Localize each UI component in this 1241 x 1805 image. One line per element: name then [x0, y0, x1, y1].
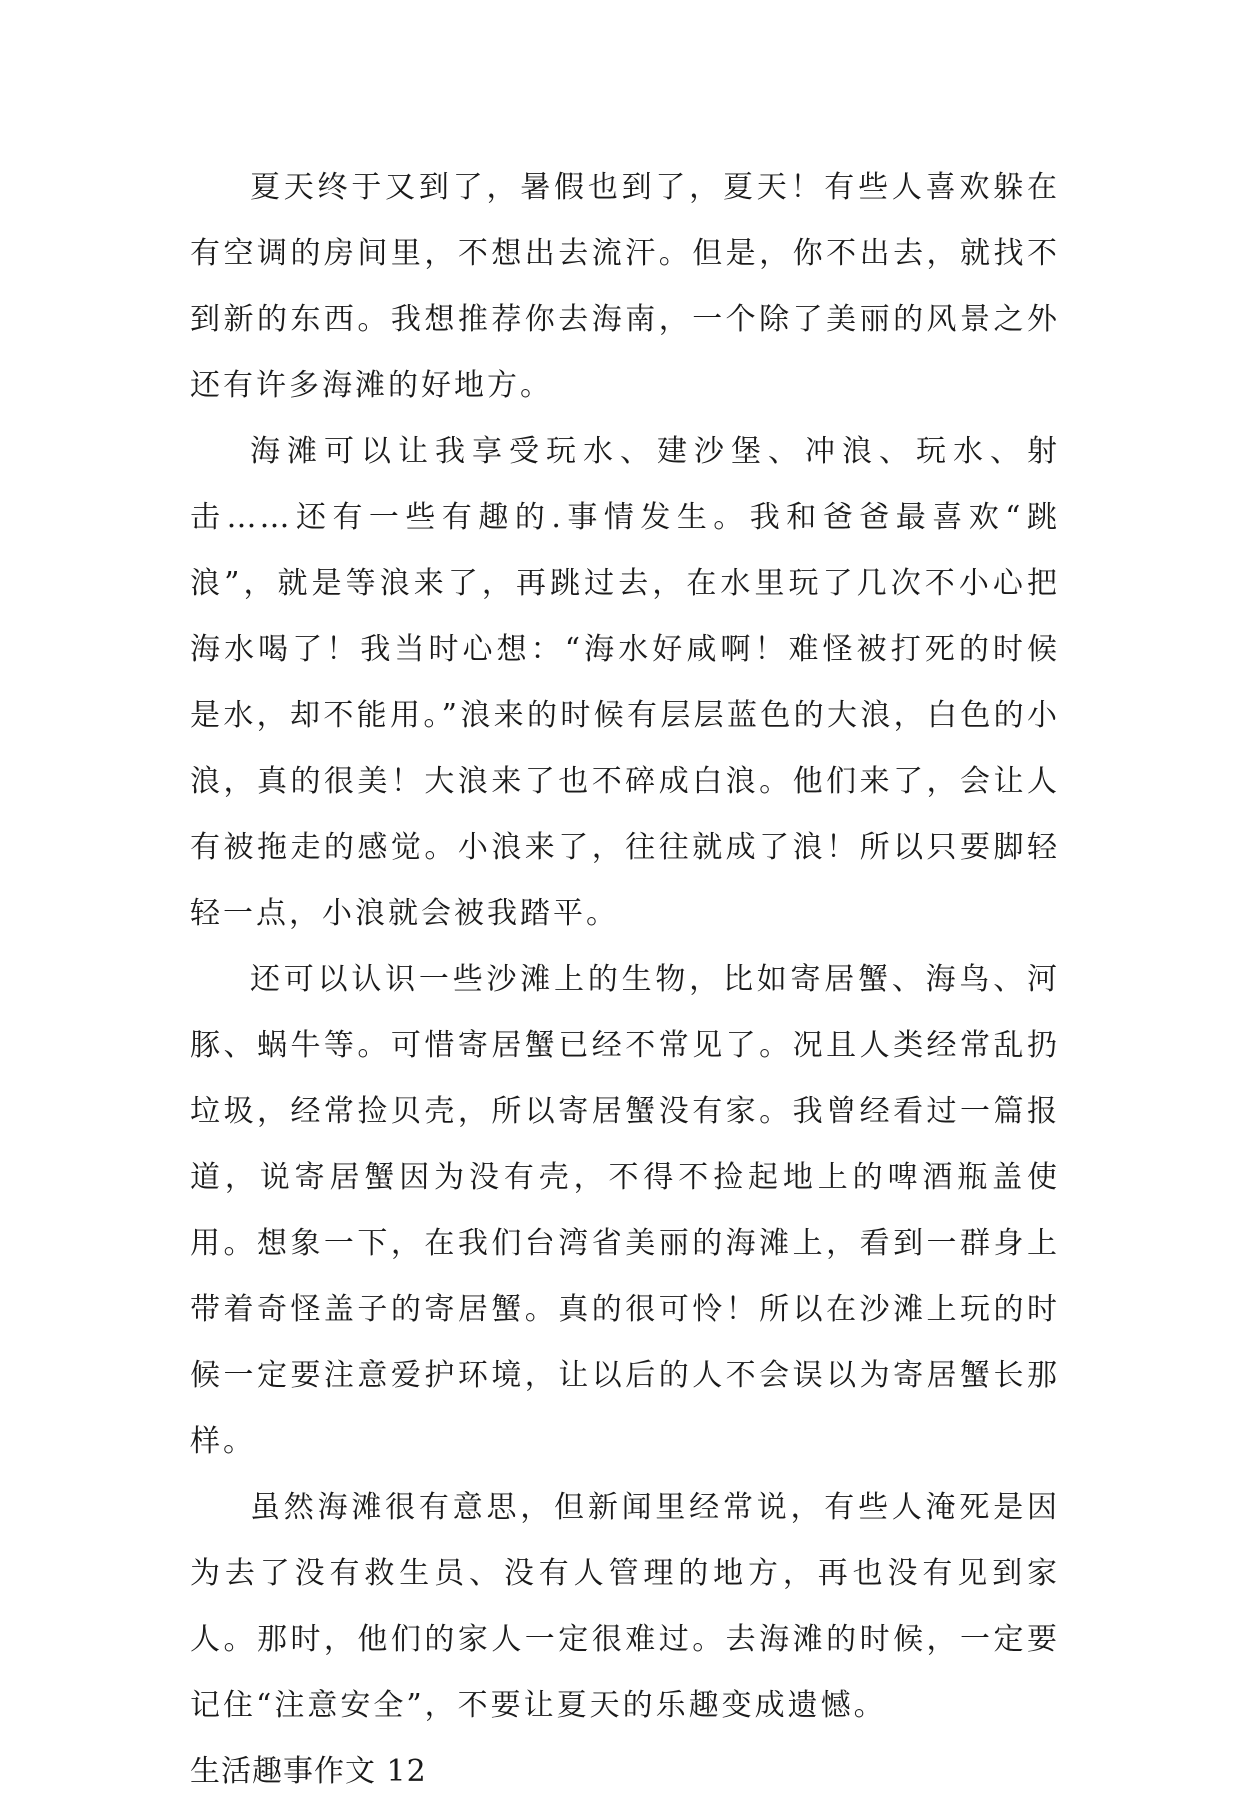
paragraph-3: 还可以认识一些沙滩上的生物，比如寄居蟹、海鸟、河豚、蜗牛等。可惜寄居蟹已经不常见了。况且人类经常乱扔垃圾，经常捡贝壳，所以寄居蟹没有家。我曾经看过一篇报道，说寄居蟹因为没有壳，不得不捡起地上的啤酒瓶盖使用。想象一下，在我们台湾省美丽的海滩上，看到一群身上带着奇怪盖子的寄居蟹。真的很可怜！所以在沙滩上玩的时候一定要注意爱护环境，让以后的人不会误以为寄居蟹长那样。: [190, 962, 1060, 1459]
paragraph-2: 海滩可以让我享受玩水、建沙堡、冲浪、玩水、射击……还有一些有趣的.事情发生。我和爸爸最喜欢“跳浪”，就是等浪来了，再跳过去，在水里玩了几次不小心把海水喝了！我当时心想：“海水好咸啊！难怪被打死的时候是水，却不能用。”浪来的时候有层层蓝色的大浪，白色的小浪，真的很美！大浪来了也不碎成白浪。他们来了，会让人有被拖走的感觉。小浪来了，往往就成了浪！所以只要脚轻轻一点，小浪就会被我踏平。: [190, 434, 1060, 931]
section-heading: 生活趣事作文 12: [190, 1754, 427, 1789]
article-body: [190, 155, 1060, 1805]
paragraph-1: 夏天终于又到了，暑假也到了，夏天！有些人喜欢躲在有空调的房间里，不想出去流汗。但是，你不出去，就找不到新的东西。我想推荐你去海南，一个除了美丽的风景之外还有许多海滩的好地方。: [190, 170, 1060, 403]
paragraph-4: 虽然海滩很有意思，但新闻里经常说，有些人淹死是因为去了没有救生员、没有人管理的地方，再也没有见到家人。那时，他们的家人一定很难过。去海滩的时候，一定要记住“注意安全”，不要让夏天的乐趣变成遗憾。: [190, 1490, 1060, 1723]
